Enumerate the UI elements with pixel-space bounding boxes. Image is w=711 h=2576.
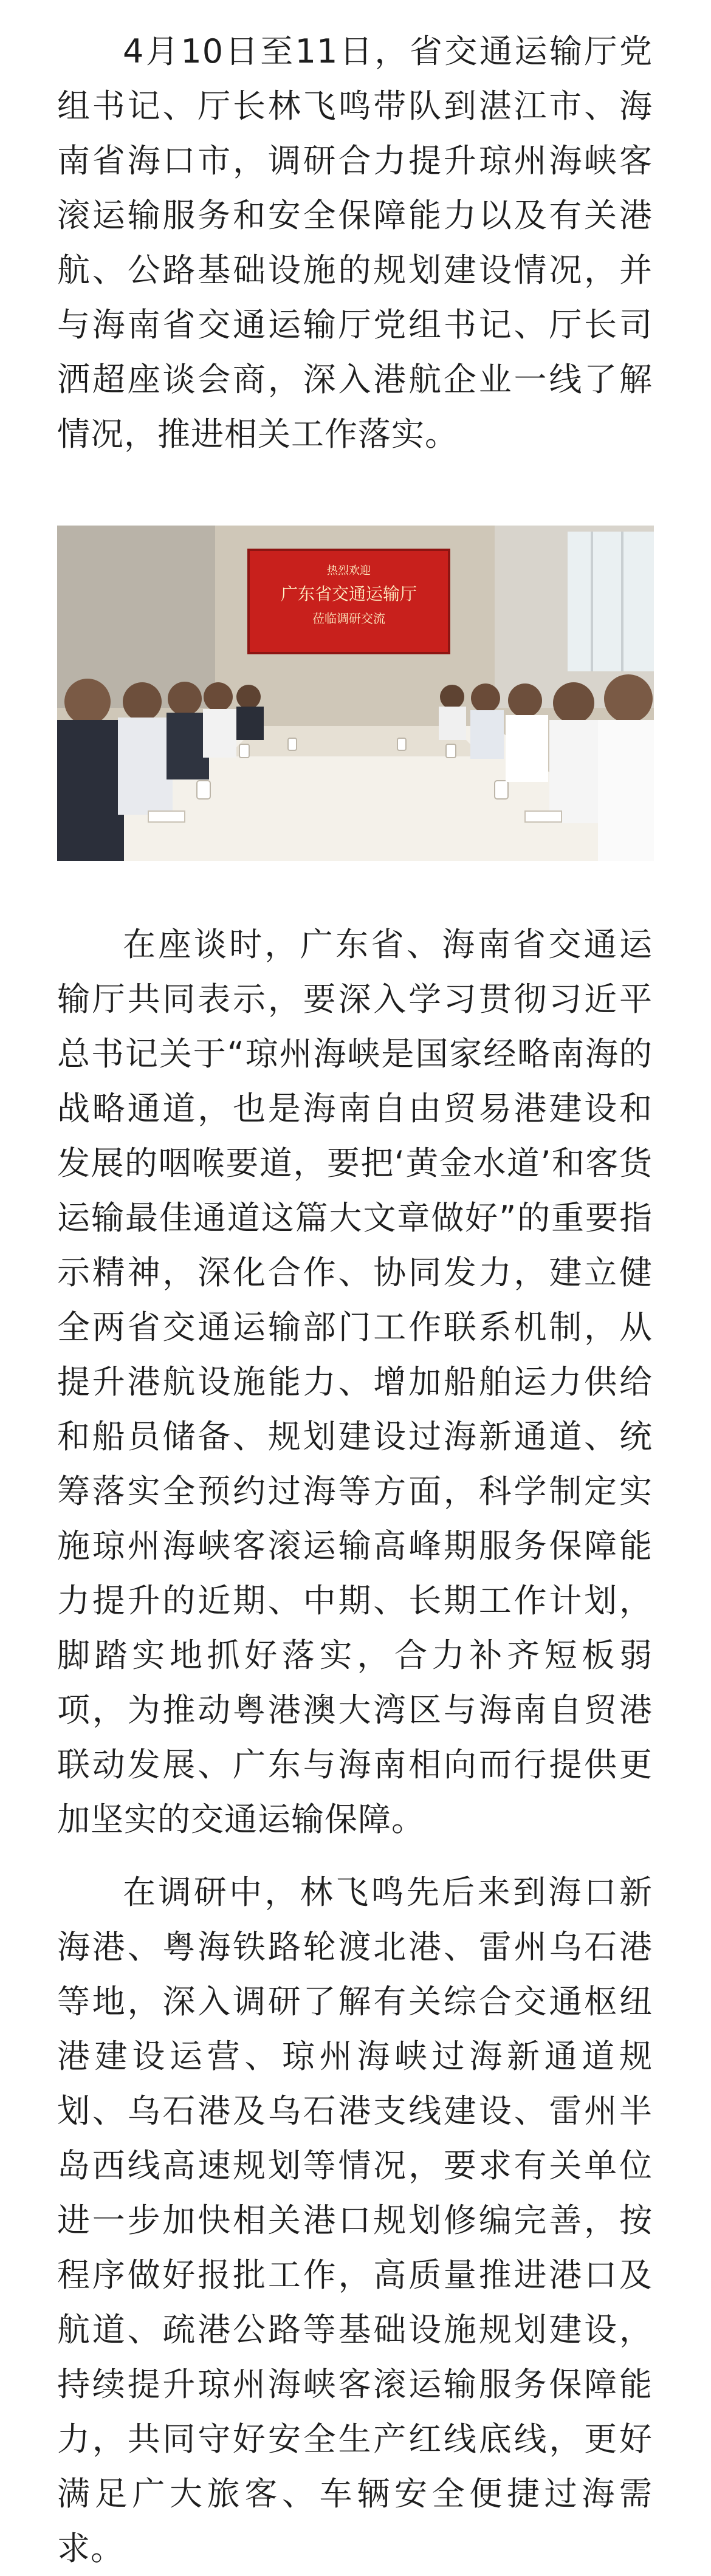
paragraph-meeting: 在座谈时，广东省、海南省交通运输厅共同表示，要深入学习贯彻习近平总书记关于“琼州海峡是国家经略南海的战略通道，也是海南自由贸易港建设和发展的咽喉要道，要把‘黄金水道’和客货运输最佳通道这篇大文章做好”的重要指示精神，深化合作、协同发力，建立健全两省交通运输部门工作联系机制，从提升港航设施能力、增加船舶运力供给和船员储备、规划建设过海新通道、统筹落实全预约过海等方面，科学制定实施琼州海峡客滚运输高峰期服务保障能力提升的近期、中期、长期工作计划，脚踏实地抓好落实，合力补齐短板弱项，为推动粤港澳大湾区与海南自贸港联动发展、广东与海南相向而行提供更加坚实的交通运输保障。 bbox=[57, 925, 653, 1838]
paragraph-research: 在调研中，林飞鸣先后来到海口新海港、粤海铁路轮渡北港、雷州乌石港等地，深入调研了解有关综合交通枢纽港建设运营、琼州海峡过海新通道规划、乌石港及乌石港支线建设、雷州半岛西线高速规划等情况，要求有关单位进一步加快相关港口规划修编完善，按程序做好报批工作，高质量推进港口及航道、疏港公路等基础设施规划建设，持续提升琼州海峡客滚运输服务保障能力，共同守好安全生产红线底线，更好满足广大旅客、车辆安全便捷过海需求。 bbox=[57, 1873, 653, 2567]
meeting-photo bbox=[57, 526, 654, 861]
paragraph-intro: 4月10日至11日，省交通运输厅党组书记、厅长林飞鸣带队到湛江市、海南省海口市，调研合力提升琼州海峡客滚运输服务和安全保障能力以及有关港航、公路基础设施的规划建设情况，并与海南省交通运输厅党组书记、厅长司洒超座谈会商，深入港航企业一线了解情况，推进相关工作落实。 bbox=[57, 32, 653, 453]
banner-line-3: 莅临调研交流 bbox=[312, 611, 385, 626]
banner-line-2: 广东省交通运输厅 bbox=[280, 584, 417, 604]
banner-line-1: 热烈欢迎 bbox=[327, 564, 371, 577]
